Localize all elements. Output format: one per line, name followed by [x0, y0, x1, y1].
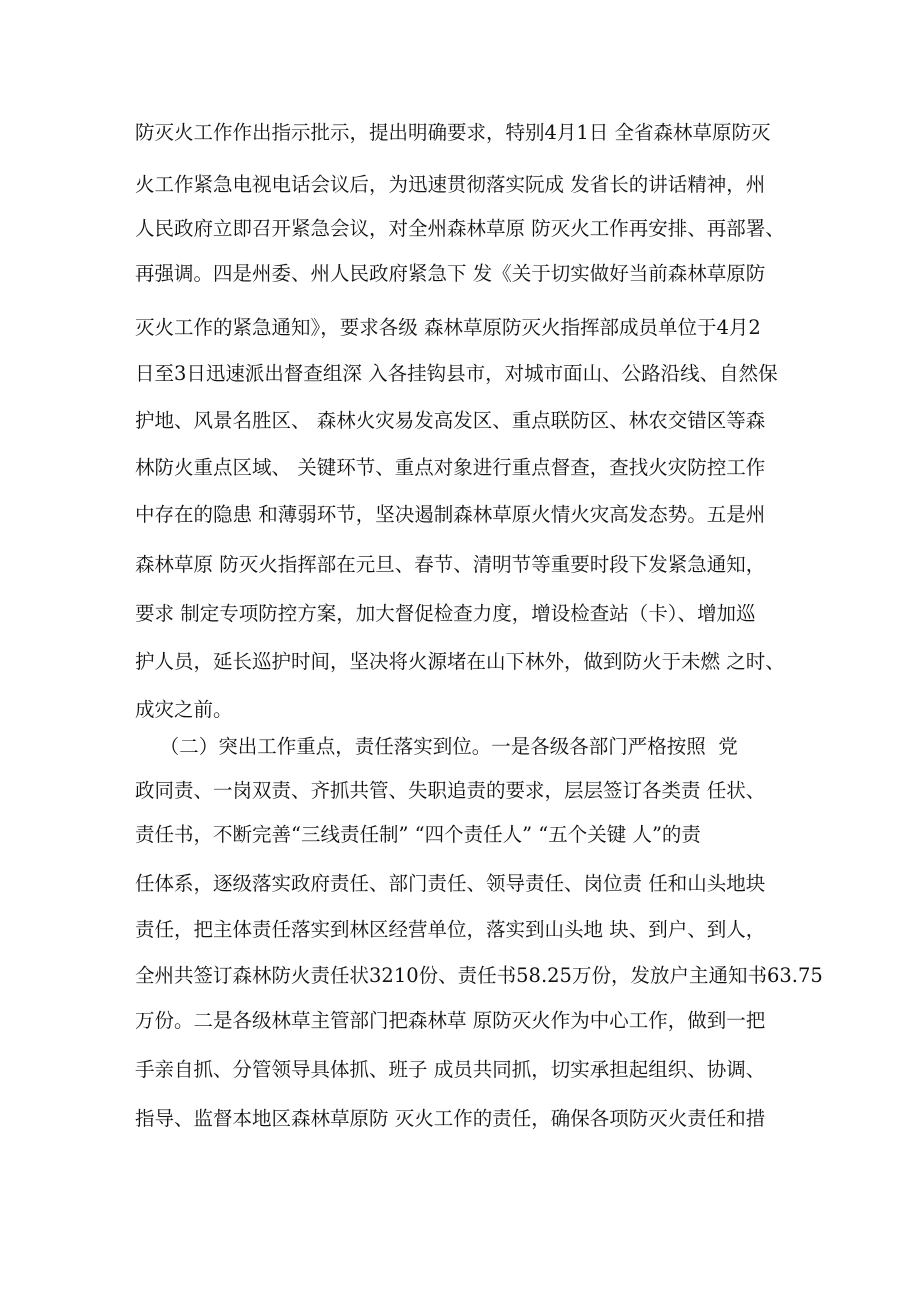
text-line: 护地、风景名胜区、 森林火灾易发高发区、重点联防区、林农交错区等森: [135, 409, 766, 432]
text-line: 手亲自抓、分管领导具体抓、班子 成员共同抓，切实承担起组织、协调、: [135, 1058, 766, 1081]
text-line: 防灭火工作作出指示批示，提出明确要求，特别4月1日 全省森林草原防灭: [135, 121, 771, 144]
text-line: 林防火重点区域、 关键环节、重点对象进行重点督查，查找火灾防控工作: [135, 456, 766, 479]
text-line: 要求 制定专项防控方案，加大督促检查力度，增设检查站（卡）、增加巡: [135, 602, 756, 625]
text-line: 护人员，延长巡护时间，坚决将火源堵在山下林外，做到防火于未燃 之时、: [135, 650, 785, 673]
text-line: 灭火工作的紧急通知》，要求各级 森林草原防灭火指挥部成员单位于4月2: [135, 316, 761, 339]
text-line: 火工作紧急电视电话会议后，为迅速贯彻落实阮成 发省长的讲话精神，州: [135, 173, 766, 196]
text-line: 再强调。四是州委、州人民政府紧急下 发《关于切实做好当前森林草原防: [135, 262, 766, 285]
text-line: 日至3日迅速派出督查组深 入各挂钩县市，对城市面山、公路沿线、自然保: [135, 362, 778, 385]
text-line: 任体系，逐级落实政府责任、部门责任、领导责任、岗位责 任和山头地块: [135, 872, 766, 895]
text-line: 森林草原 防灭火指挥部在元旦、春节、清明节等重要时段下发紧急通知，: [135, 553, 766, 576]
text-line: （二）突出工作重点，责任落实到位。一是各级各部门严格按照 党: [135, 735, 738, 758]
text-line: 指导、监督本地区森林草原防 灭火工作的责任，确保各项防灭火责任和措: [135, 1107, 766, 1130]
text-line: 责任书，不断完善“三线责任制” “四个责任人” “五个关键 人”的责: [135, 823, 701, 846]
text-line: 万份。二是各级林草主管部门把森林草 原防灭火作为中心工作，做到一把: [135, 1009, 766, 1032]
text-line: 成灾之前。: [135, 698, 233, 721]
text-line: 全州共签订森林防火责任状3210份、责任书58.25万份，发放户主通知书63.75: [135, 964, 823, 987]
text-line: 人民政府立即召开紧急会议，对全州森林草原 防灭火工作再安排、再部署、: [135, 217, 785, 240]
text-line: 中存在的隐患 和薄弱环节，坚决遏制森林草原火情火灾高发态势。五是州: [135, 503, 766, 526]
text-line: 责任，把主体责任落实到林区经营单位，落实到山头地 块、到户、到人，: [135, 918, 766, 941]
text-line: 政同责、一岗双责、齐抓共管、失职追责的要求，层层签订各类责 任状、: [135, 779, 766, 802]
